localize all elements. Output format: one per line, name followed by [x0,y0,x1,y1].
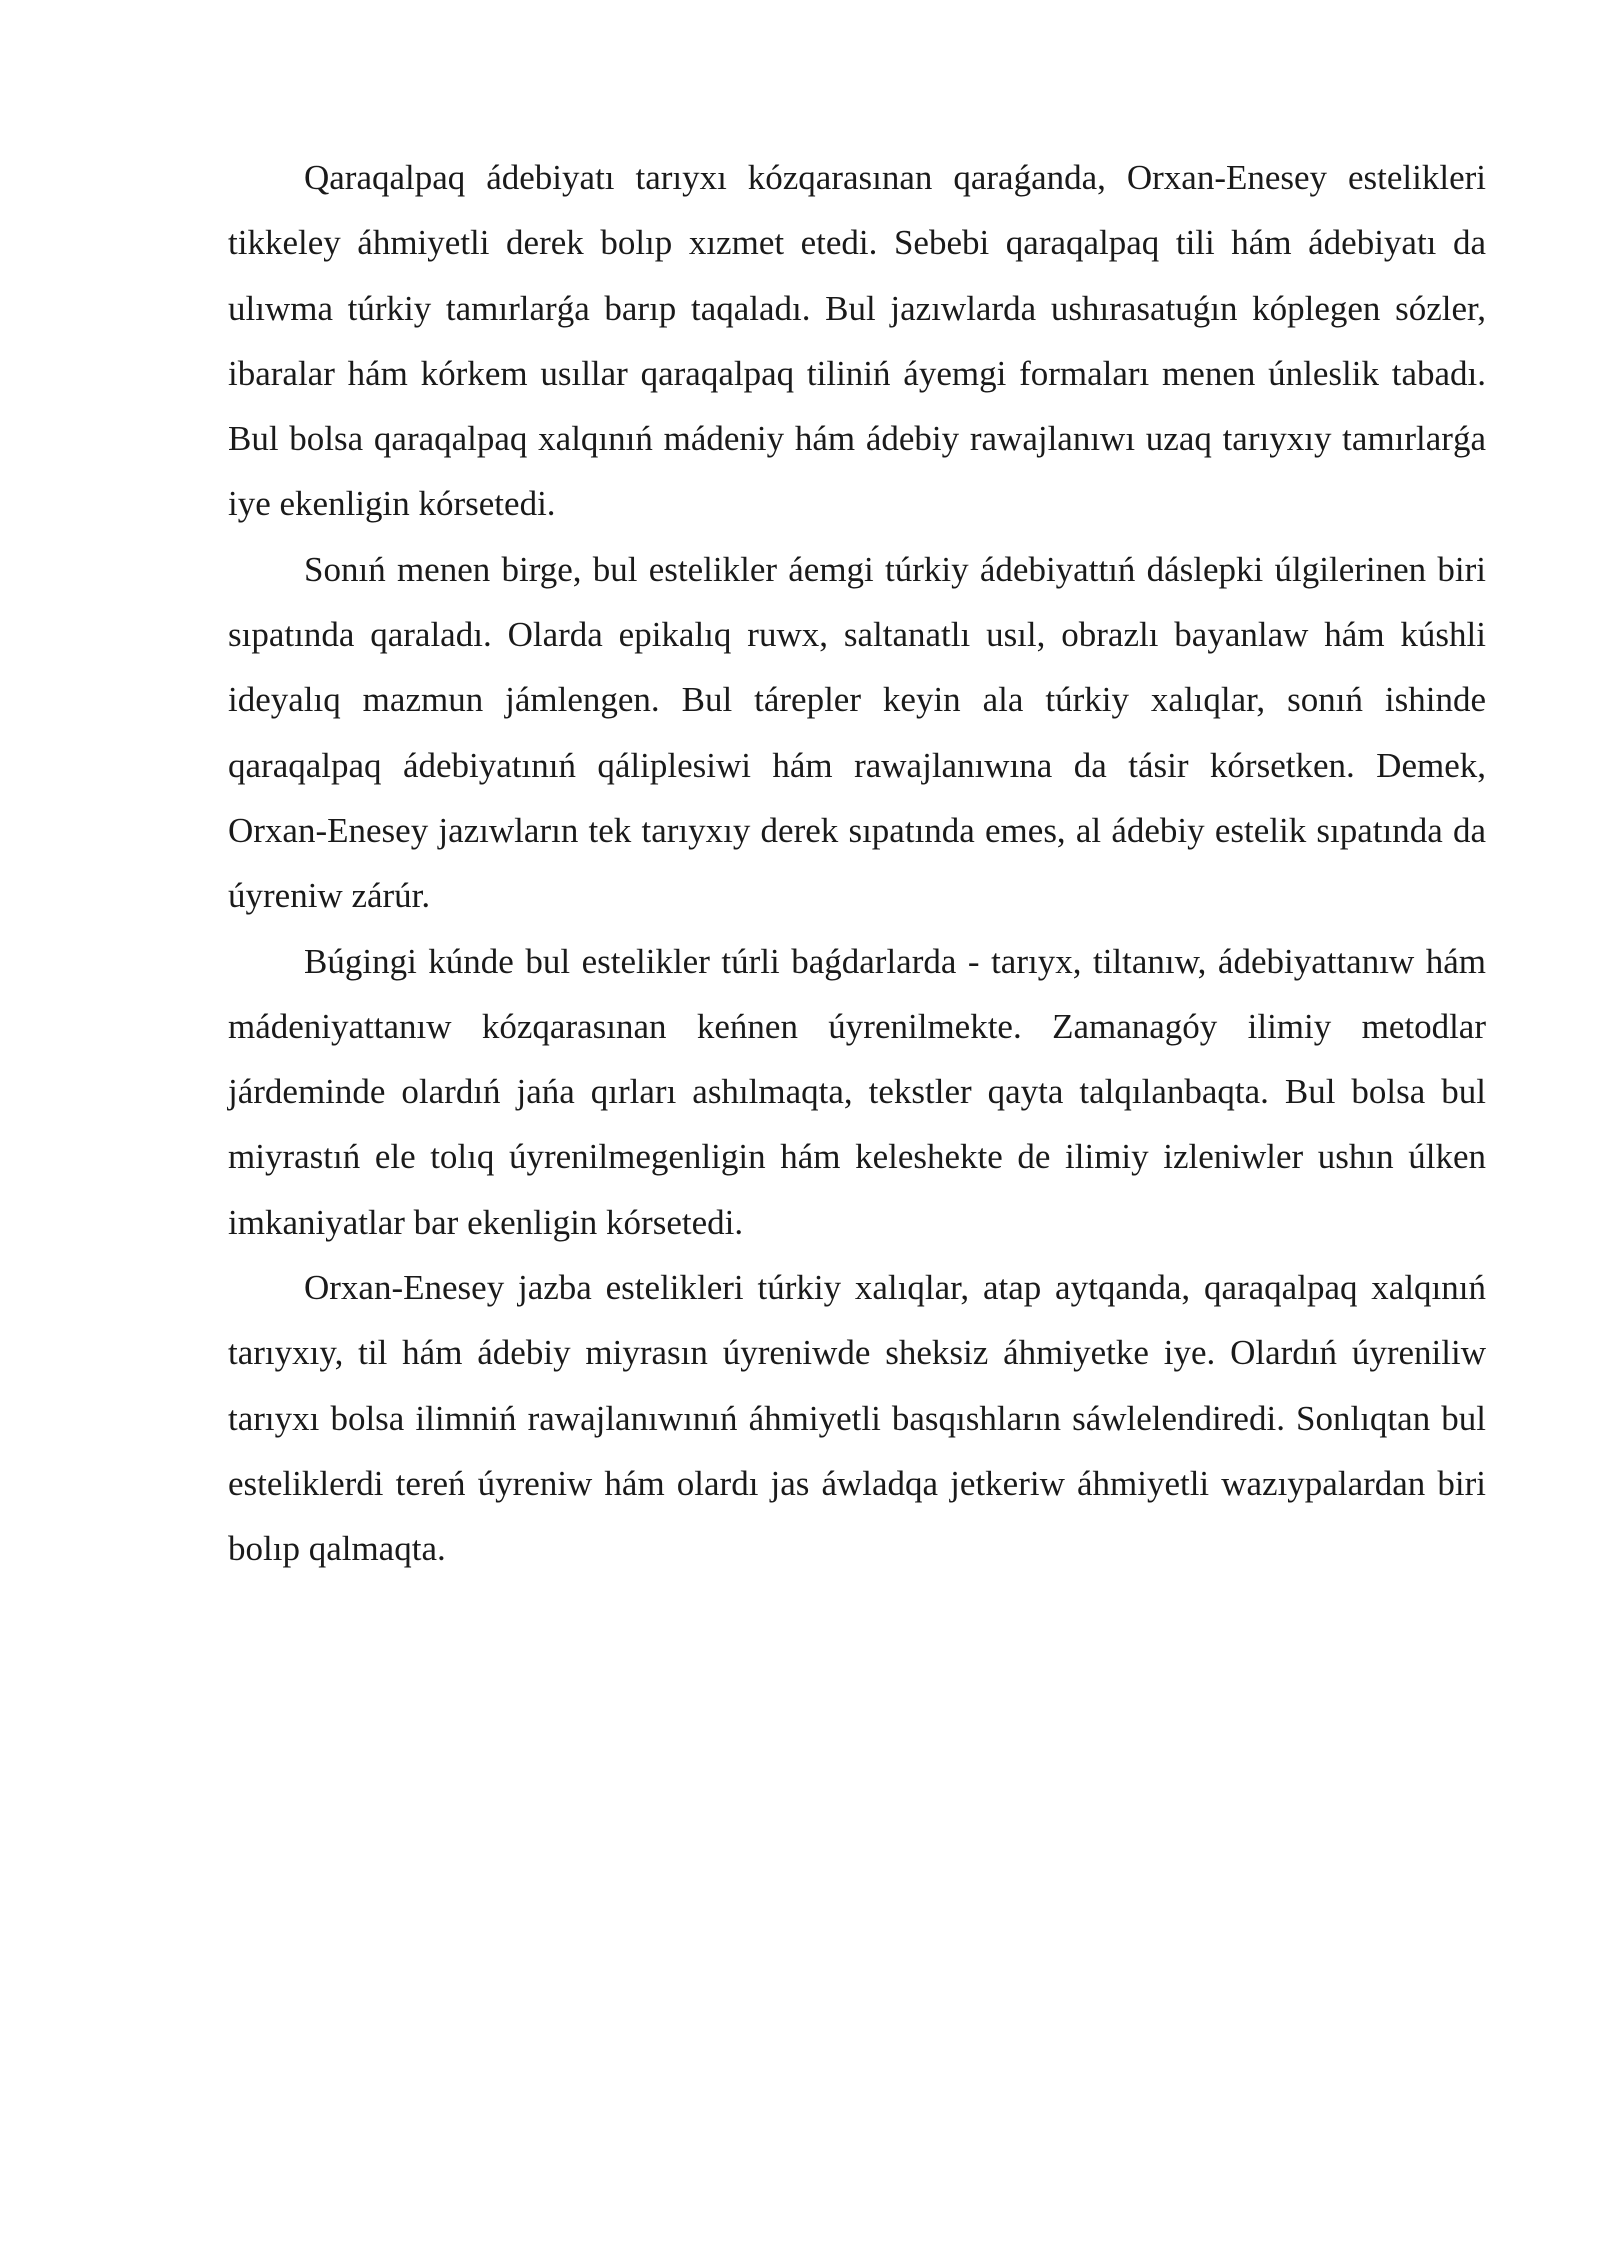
document-body [228,145,1486,1582]
paragraph-3: Búgingi kúnde bul estelikler túrli baǵdarlarda - tarıyx, tiltanıw, ádebiyattanıw hám mádeniyattanıw kózqarasınan keńnen úyrenilmekte. Zamanagóy ilimiy metodlar járdeminde olardıń jańa qırları ashılmaqta, tekstler qayta talqılanbaqta. Bul bolsa bul miyrastıń ele tolıq úyrenilmegenligin hám keleshekte de ilimiy izleniwler ushın úlken imkaniyatlar bar ekenligin kórsetedi. [228,941,1486,1242]
paragraph-2: Sonıń menen birge, bul estelikler áemgi túrkiy ádebiyattıń dáslepki úlgilerinen biri sıpatında qaraladı. Olarda epikalıq ruwx, saltanatlı usıl, obrazlı bayanlaw hám kúshli ideyalıq mazmun jámlengen. Bul tárepler keyin ala túrkiy xalıqlar, sonıń ishinde qaraqalpaq ádebiyatınıń qáliplesiwi hám rawajlanıwına da tásir kórsetken. Demek, Orxan-Enesey jazıwların tek tarıyxıy derek sıpatında emes, al ádebiy estelik sıpatında da úyreniw zárúr. [228,549,1486,916]
paragraph-1: Qaraqalpaq ádebiyatı tarıyxı kózqarasınan qaraǵanda, Orxan-Enesey estelikleri tikkeley áhmiyetli derek bolıp xızmet etedi. Sebebi qaraqalpaq tili hám ádebiyatı da ulıwma túrkiy tamırlarǵa barıp taqaladı. Bul jazıwlarda ushırasatuǵın kóplegen sózler, ibaralar hám kórkem usıllar qaraqalpaq tiliniń áyemgi formaları menen únleslik tabadı. Bul bolsa qaraqalpaq xalqınıń mádeniy hám ádebiy rawajlanıwı uzaq tarıyxıy tamırlarǵa iye ekenligin kórsetedi. [228,158,1486,524]
paragraph-4: Orxan-Enesey jazba estelikleri túrkiy xalıqlar, atap aytqanda, qaraqalpaq xalqınıń tarıyxıy, til hám ádebiy miyrasın úyreniwde sheksiz áhmiyetke iye. Olardıń úyreniliw tarıyxı bolsa ilimniń rawajlanıwınıń áhmiyetli basqıshların sáwlelendiredi. Sonlıqtan bul esteliklerdi tereń úyreniw hám olardı jas áwladqa jetkeriw áhmiyetli wazıypalardan biri bolıp qalmaqta. [228,1268,1486,1569]
